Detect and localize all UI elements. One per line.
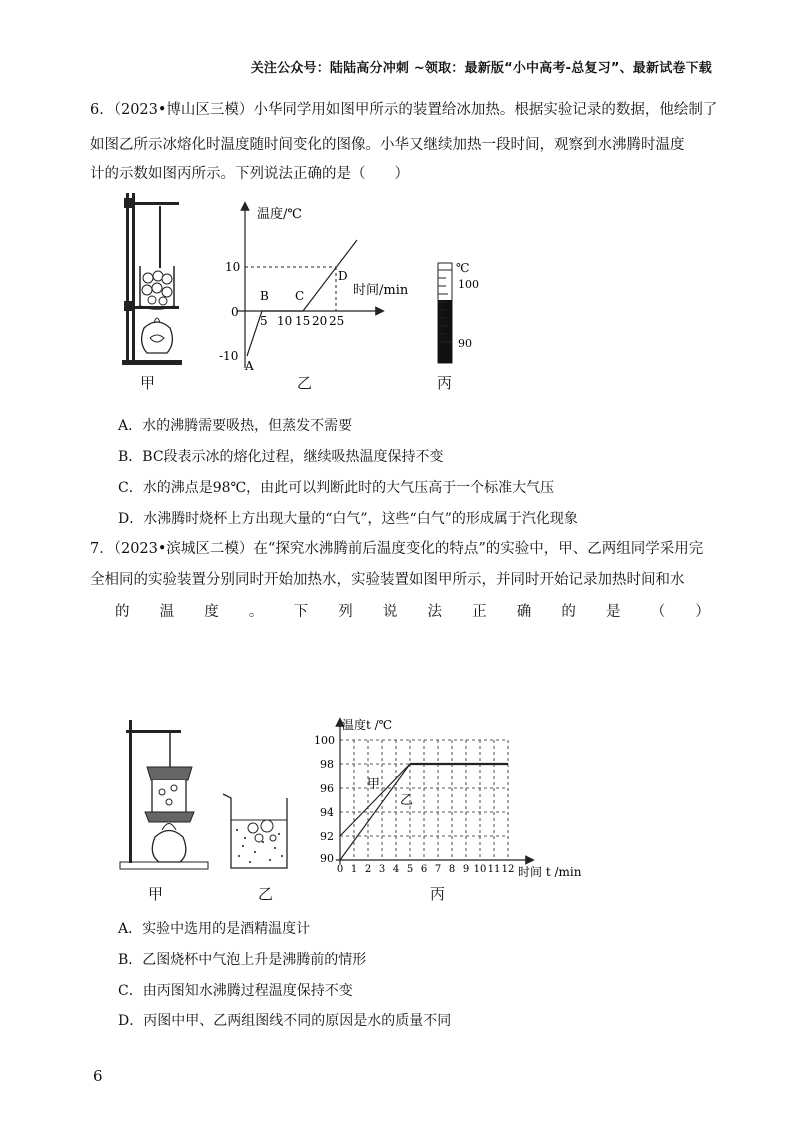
q6-caption-yi: 乙 xyxy=(297,374,313,392)
q6-caption-jia: 甲 xyxy=(140,374,156,392)
q6-figure-yi-graph xyxy=(215,198,425,373)
q6-stem-line2: 如图乙所示冰熔化时温度随时间变化的图像。小华又继续加热一段时间，观察到水沸腾时温度 xyxy=(90,137,685,153)
q6-figure-jia xyxy=(112,188,192,368)
q7-xtick-5: 5 xyxy=(406,864,414,875)
q6-point-B: B xyxy=(260,289,269,303)
q7-xtick-6: 6 xyxy=(420,864,428,875)
q7-graph-ylabel: 温度t /℃ xyxy=(342,718,393,732)
q7-ytick-90: 90 xyxy=(320,852,334,865)
q7-xtick-1: 1 xyxy=(350,864,358,875)
q7-series-label-jia: 甲 xyxy=(367,777,381,792)
q7-xtick-10: 10 xyxy=(473,864,487,875)
q7-figure-jia xyxy=(112,712,212,872)
q7-graph-xlabel: 时间 t /min xyxy=(518,865,582,879)
q6-xtick-15: 15 xyxy=(295,314,311,328)
q7-xtick-3: 3 xyxy=(378,864,386,875)
q7-xtick-8: 8 xyxy=(448,864,456,875)
q7-option-D[interactable]: D．丙图中甲、乙两组图线不同的原因是水的质量不同 xyxy=(118,1013,452,1029)
q7-ytick-96: 96 xyxy=(320,782,334,795)
q6-graph-ylabel: 温度/℃ xyxy=(257,207,302,222)
q6-thermo-unit: ℃ xyxy=(456,261,470,275)
q6-xtick-10: 10 xyxy=(277,314,293,328)
q7-caption-jia: 甲 xyxy=(148,885,164,903)
q6-point-C: C xyxy=(295,289,305,303)
q7-xtick-9: 9 xyxy=(462,864,470,875)
q6-xtick-25: 25 xyxy=(329,314,345,328)
q7-caption-bing: 丙 xyxy=(430,885,446,903)
q7-option-A[interactable]: A．实验中选用的是酒精温度计 xyxy=(118,921,311,937)
q6-point-A: A xyxy=(245,359,254,373)
q7-option-B[interactable]: B．乙图烧杯中气泡上升是沸腾前的情形 xyxy=(118,952,367,968)
q7-xtick-2: 2 xyxy=(364,864,372,875)
q7-xtick-4: 4 xyxy=(392,864,400,875)
q6-option-A[interactable]: A．水的沸腾需要吸热，但蒸发不需要 xyxy=(118,418,353,434)
q7-figure-yi-beaker xyxy=(215,790,295,875)
q6-ytick-0: 0 xyxy=(231,305,239,319)
q7-caption-yi: 乙 xyxy=(258,885,274,903)
q7-option-C[interactable]: C．由丙图知水沸腾过程温度保持不变 xyxy=(118,983,353,999)
q7-series-label-yi: 乙 xyxy=(400,793,414,808)
q7-stem-line1: 7．（2023•滨城区二模）在“探究水沸腾前后温度变化的特点”的实验中，甲、乙两组同学采用完 xyxy=(90,541,704,557)
q6-thermo-100: 100 xyxy=(458,278,479,291)
q7-xtick-0: 0 xyxy=(336,864,344,875)
q6-point-D: D xyxy=(338,269,348,283)
q6-caption-bing: 丙 xyxy=(437,374,453,392)
q7-figure-bing-graph xyxy=(312,712,587,882)
q6-option-B[interactable]: B．BC段表示冰的熔化过程，继续吸热温度保持不变 xyxy=(118,449,444,465)
q6-xtick-20: 20 xyxy=(312,314,328,328)
q6-option-D[interactable]: D．水沸腾时烧杯上方出现大量的“白气”，这些“白气”的形成属于汽化现象 xyxy=(118,511,578,527)
q7-ytick-94: 94 xyxy=(320,806,334,819)
q6-graph-xlabel: 时间/min xyxy=(353,283,409,298)
q6-ytick-10: 10 xyxy=(225,260,241,274)
q6-stem-line3: 计的示数如图丙所示。下列说法正确的是（ ） xyxy=(90,166,409,182)
page-number: 6 xyxy=(93,1067,103,1085)
q6-figure-bing-thermometer xyxy=(430,258,490,368)
q7-stem-line3: 的 温 度 。 下 列 说 法 正 确 的 是 （ ） xyxy=(115,604,710,620)
page-header: 关注公众号：陆陆高分冲刺 ~领取：最新版“小中高考-总复习”、最新试卷下载 xyxy=(250,61,712,76)
q6-thermo-90: 90 xyxy=(458,337,472,350)
q7-ytick-100: 100 xyxy=(314,734,335,747)
q7-xtick-7: 7 xyxy=(434,864,442,875)
q7-ytick-92: 92 xyxy=(320,830,334,843)
q6-xtick-5: 5 xyxy=(260,314,268,328)
q6-ytick-neg10: -10 xyxy=(219,349,239,363)
q7-stem-line2: 全相同的实验装置分别同时开始加热水，实验装置如图甲所示，并同时开始记录加热时间和水 xyxy=(90,572,685,588)
q7-ytick-98: 98 xyxy=(320,758,334,771)
q7-xtick-12: 12 xyxy=(501,864,515,875)
q6-option-C[interactable]: C．水的沸点是98℃，由此可以判断此时的大气压高于一个标准大气压 xyxy=(118,480,555,496)
q7-xtick-11: 11 xyxy=(487,864,501,875)
q6-stem-line1: 6．（2023•博山区三模）小华同学用如图甲所示的装置给冰加热。根据实验记录的数据，他绘制了 xyxy=(90,102,718,118)
